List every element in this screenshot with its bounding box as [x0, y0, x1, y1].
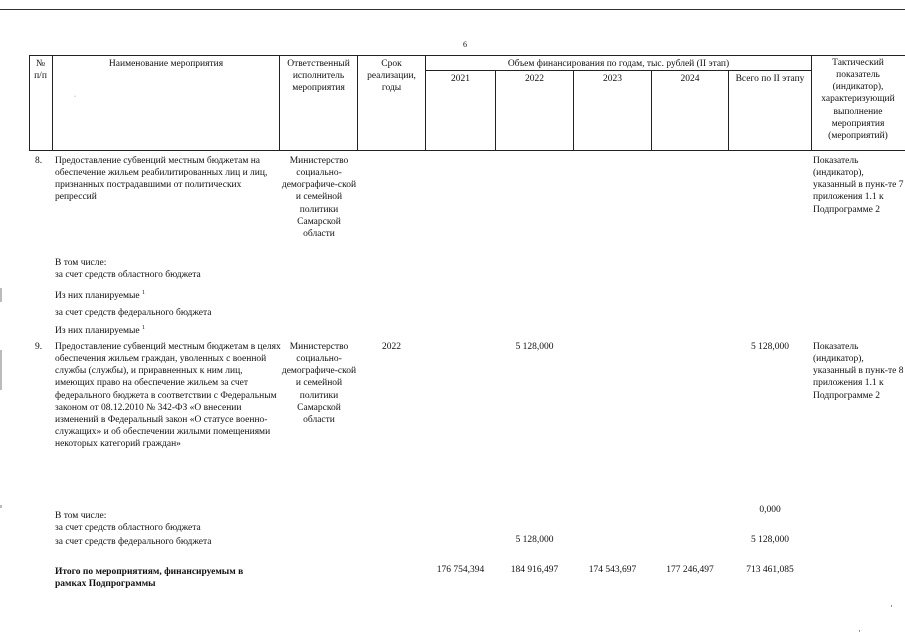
row9-subtitle: В том числе: [55, 511, 107, 521]
totals-2024: 177 246,497 [666, 565, 714, 575]
header-year-2023: 2023 [603, 74, 622, 84]
totals-2023: 174 543,697 [588, 565, 637, 575]
header-indicator: Тактический показатель (индикатор), характеризующий выполнение мероприятия (мероприятий) [821, 58, 895, 141]
totals-label: Итого по мероприятиям, финансируемым в рамках Подпрограммы [55, 567, 244, 590]
scan-edge-mark [0, 505, 2, 508]
row8-planned-1: Из них планируемые $^1$ [55, 290, 145, 302]
row9-executor: Министерство социально-демографиче-ской и семейной политики Самарской области [281, 342, 357, 425]
totals-2021: 176 754,394 [436, 565, 485, 575]
row9-regional: за счет средств областного бюджета [55, 523, 201, 533]
row9-federal: за счет средств федерального бюджета [55, 537, 212, 547]
row9-total: 5 128,000 [751, 342, 789, 352]
row8-num: 8. [35, 156, 43, 166]
vrule [357, 55, 358, 151]
scan-dot: · [74, 94, 76, 100]
scan-dot: · [858, 626, 861, 636]
header-total: Всего по II этапу [735, 74, 805, 84]
scan-edge-mark [0, 288, 2, 302]
header-top-rule [29, 55, 905, 56]
row9-term: 2022 [382, 342, 401, 352]
row8-name: Предоставление субвенций местным бюджетам на обеспечение жильем реабилитированных лиц и лиц, признанных пострадавшими от политических репрессий [55, 156, 268, 203]
row8-indicator: Показатель (индикатор), указанный в пунк-те 7 приложения 1.1 к Подпрограмме 2 [813, 156, 904, 215]
row9-2022: 5 128,000 [515, 342, 554, 352]
totals-total: 713 461,085 [746, 565, 794, 575]
header-term: Срок реализации, годы [367, 59, 416, 94]
row8-subtitle: В том числе: [55, 258, 107, 268]
header-num: № п/п [34, 59, 47, 82]
header-year-2022: 2022 [525, 74, 544, 84]
row8-regional: за счет средств областного бюджета [55, 270, 201, 280]
row9-name: Предоставление субвенций местным бюджетам в целях обеспечения жильем граждан, уволенных с военной службы (службы), и приравненных к ним лиц, имеющих право на обеспечение жильем за счет федерального бюджета в соответствии с Федеральным законом от 08.12.2010 № 342-ФЗ «О внесении изменений в Федеральный закон «О статусе военно-служащих» и об обеспечении жилыми помещениями некоторых категорий граждан» [55, 342, 281, 450]
header-bottom-rule [29, 150, 905, 151]
header-year-2021: 2021 [451, 74, 470, 84]
row9-federal-2022: 5 128,000 [515, 535, 554, 545]
vrule [811, 55, 812, 151]
header-financing: Объем финансирования по годам, тыс. рублей (II этап) [507, 59, 730, 69]
header-executor: Ответственный исполнитель мероприятия [287, 59, 350, 94]
scan-edge-mark [0, 350, 2, 390]
row9-num: 9. [35, 342, 43, 352]
page-top-border [0, 9, 905, 10]
header-year-2024: 2024 [680, 74, 700, 84]
page-number: 6 [463, 40, 467, 49]
header-name: Наименование мероприятия [108, 59, 224, 69]
vrule [279, 55, 280, 151]
row9-federal-total: 5 128,000 [751, 535, 789, 545]
totals-2022: 184 916,497 [510, 565, 559, 575]
scan-dot: · [890, 601, 893, 611]
row9-sub-total: 0,000 [759, 505, 781, 515]
row8-executor: Министерство социально-демографиче-ской и семейной политики Самарской области [281, 156, 357, 239]
row9-indicator: Показатель (индикатор), указанный в пунк-те 8 приложения 1.1 к Подпрограмме 2 [813, 342, 904, 401]
row8-planned-2: Из них планируемые $^1$ [55, 325, 145, 337]
row8-federal: за счет средств федерального бюджета [55, 308, 212, 318]
